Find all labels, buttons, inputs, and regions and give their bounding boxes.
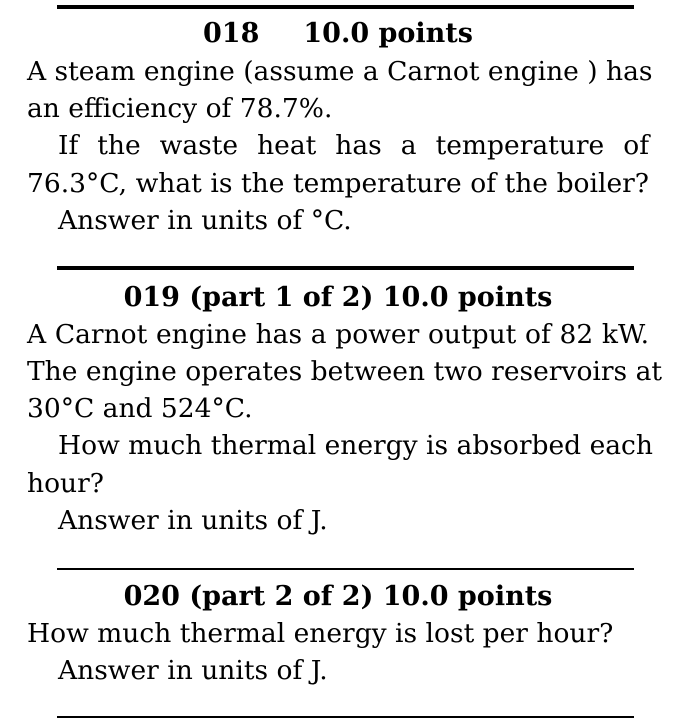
question-019-answer-units: Answer in units of J. (58, 505, 328, 536)
question-019-line-5: hour? (27, 468, 104, 499)
question-020-header: 020 (part 2 of 2) 10.0 points (123, 581, 553, 612)
bottom-rule (57, 716, 634, 718)
question-019-line-3: 30°C and 524°C. (27, 393, 253, 424)
question-018-line-2: an efficiency of 78.7%. (27, 93, 333, 124)
question-018-line-1: A steam engine (assume a Carnot engine ) has (27, 56, 653, 87)
question-018-answer-units: Answer in units of °C. (58, 205, 352, 236)
question-020-answer-units: Answer in units of J. (58, 655, 328, 686)
question-number: 018 (203, 18, 260, 49)
question-018-header (27, 17, 649, 51)
question-020-line-1: How much thermal energy is lost per hour? (27, 618, 614, 649)
question-018-line-3: If the waste heat has a temperature of (58, 130, 649, 161)
question-019-header: 019 (part 1 of 2) 10.0 points (123, 282, 553, 313)
question-019-line-2: The engine operates between two reservoirs at (27, 356, 663, 387)
question-020-rule (57, 568, 634, 570)
question-points: 10.0 points (303, 18, 473, 49)
question-019-line-4: How much thermal energy is absorbed each (58, 430, 653, 461)
question-018-line-4: 76.3°C, what is the temperature of the boiler? (27, 168, 649, 199)
question-019-line-1: A Carnot engine has a power output of 82 kW. (27, 319, 649, 350)
question-019-rule (57, 266, 634, 270)
top-rule (57, 5, 634, 9)
